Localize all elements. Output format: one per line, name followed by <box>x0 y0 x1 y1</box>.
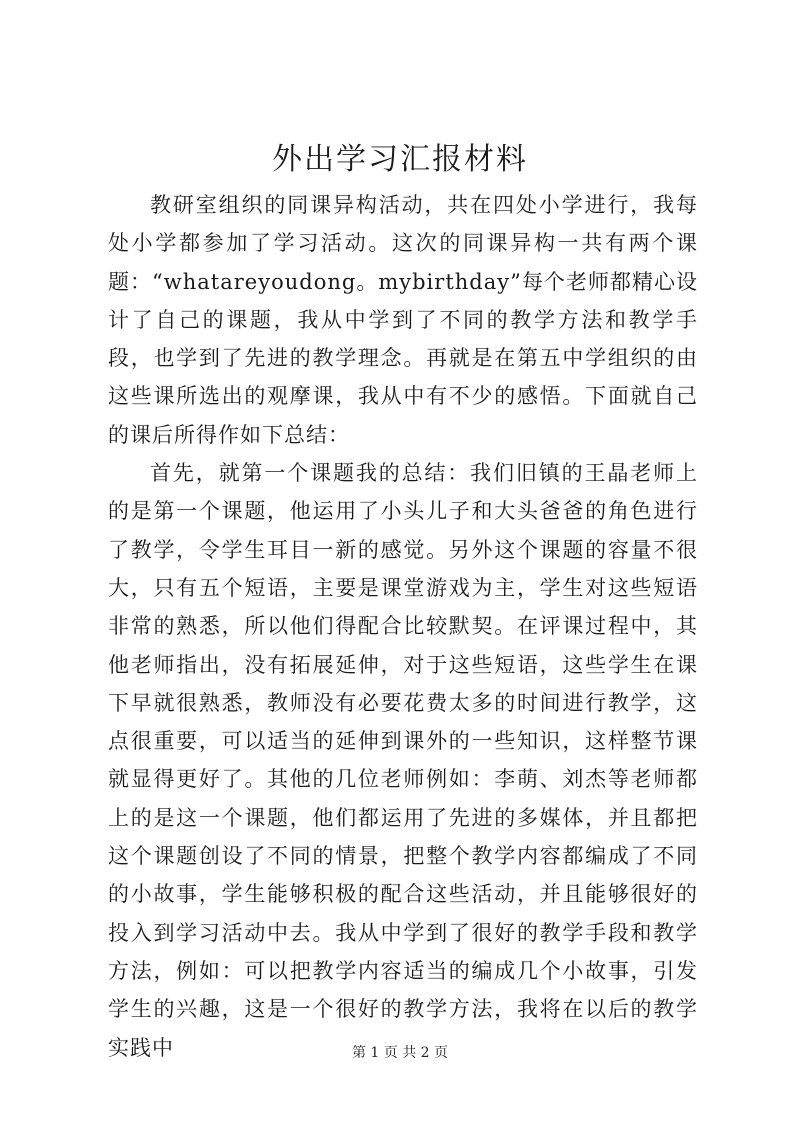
document-title: 外出学习汇报材料 <box>272 142 528 177</box>
paragraph-first-topic: 首先，就第一个课题我的总结：我们旧镇的王晶老师上的是第一个课题，他运用了小头儿子和大头爸爸的角色进行了教学，令学生耳目一新的感觉。另外这个课题的容量不很大，只有五个短语，主要是课堂游戏为主，学生对这些短语非常的熟悉，所以他们得配合比较默契。在评课过程中，其他老师指出，没有拓展延伸，对于这些短语，这些学生在课下早就很熟悉，教师没有必要花费太多的时间进行教学，这点很重要，可以适当的延伸到课外的一些知识，这样整节课就显得更好了。其他的几位老师例如：李萌、刘杰等老师都上的是这一个课题，他们都运用了先进的多媒体，并且都把这个课题创设了不同的情景，把整个教学内容都编成了不同的小故事，学生能够积极的配合这些活动，并且能够很好的投入到学习活动中去。我从中学到了很好的教学手段和教学方法，例如：可以把教学内容适当的编成几个小故事，引发学生的兴趣，这是一个很好的教学方法，我将在以后的教学实践中 <box>108 461 698 1060</box>
paragraph-intro: 教研室组织的同课异构活动，共在四处小学进行，我每处小学都参加了学习活动。这次的同课异构一共有两个课题：“whatareyoudong。mybirthday”每个老师都精心设计了自己的课题，我从中学到了不同的教学方法和教学手段，也学到了先进的教学理念。再就是在第五中学组织的由这些课所选出的观摩课，我从中有不少的感悟。下面就自己的课后所得作如下总结： <box>108 193 698 447</box>
document-body <box>108 186 698 1067</box>
page-footer: 第 1 页 共 2 页 <box>351 1045 449 1061</box>
